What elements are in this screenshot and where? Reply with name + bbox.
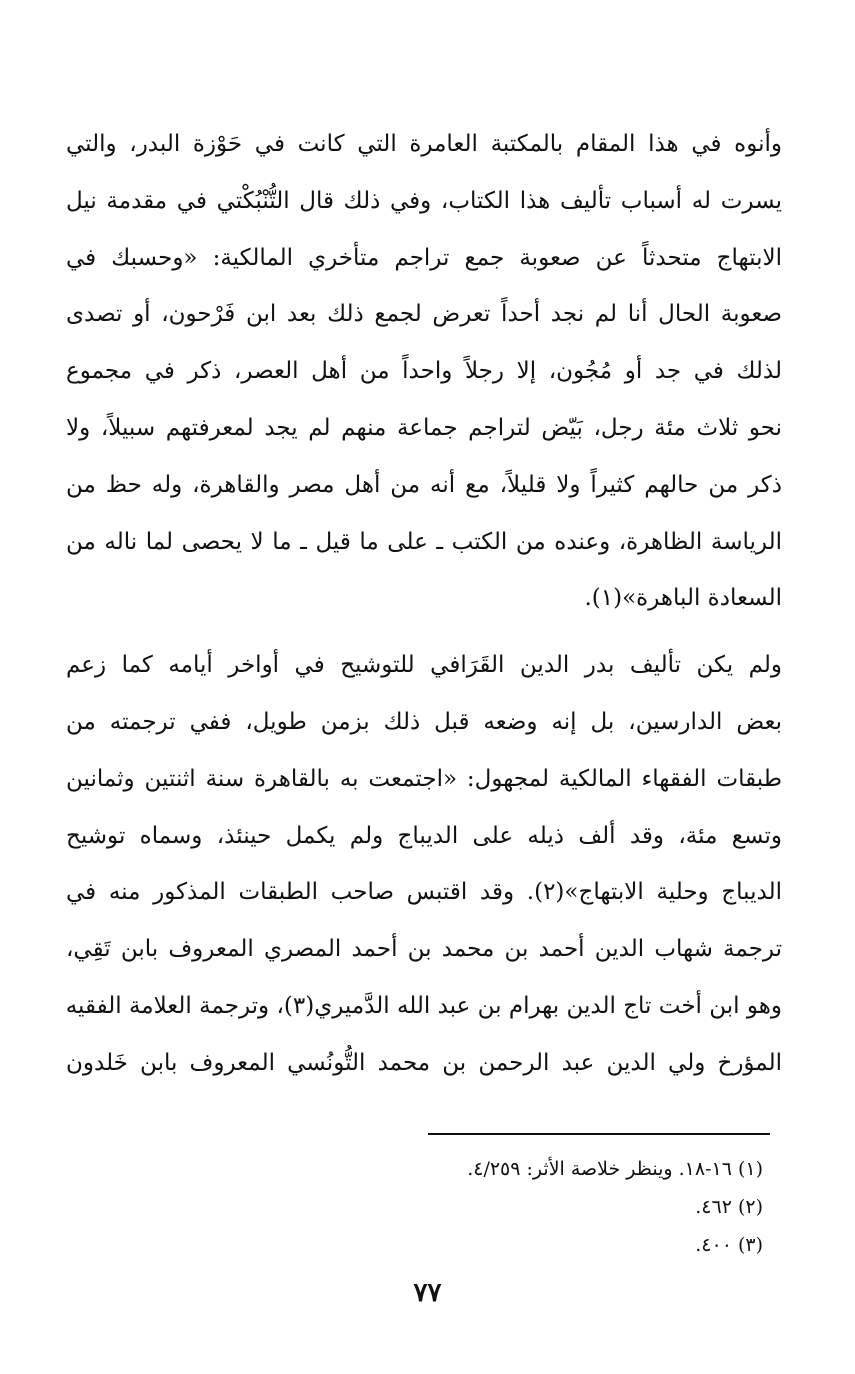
text-line: وهو ابن أخت تاج الدين بهرام بن عبد الله الدَّميري(٣)، وترجمة العلامة الفقيه bbox=[66, 992, 782, 1019]
paragraph-gap bbox=[66, 627, 782, 637]
text-line: وتسع مئة، وقد ألف ذيله على الديباج ولم يكمل حينئذ، وسماه توشيح bbox=[66, 822, 782, 849]
text-line: المؤرخ ولي الدين عبد الرحمن بن محمد التُّونُسي المعروف بابن خَلدون bbox=[66, 1049, 782, 1076]
text-line: بعض الدارسين، بل إنه وضعه قبل ذلك بزمن طويل، ففي ترجمته من bbox=[66, 708, 782, 735]
text-line: الرياسة الظاهرة، وعنده من الكتب ـ على ما قيل ـ ما لا يحصى لما ناله من bbox=[66, 528, 782, 555]
footnote: (٣) ٤٠٠. bbox=[695, 1234, 763, 1256]
text-line: يسرت له أسباب تأليف هذا الكتاب، وفي ذلك قال التُّنْبُكْتي في مقدمة نيل bbox=[66, 187, 782, 214]
text-line: صعوبة الحال أنا لم نجد أحداً تعرض لجمع ذلك بعد ابن فَرْحون، أو تصدى bbox=[66, 301, 782, 328]
text-line: طبقات الفقهاء المالكية لمجهول: «اجتمعت به بالقاهرة سنة اثنتين وثمانين bbox=[66, 765, 782, 792]
text-line: الابتهاج متحدثاً عن صعوبة جمع تراجم متأخري المالكية: «وحسبك في bbox=[66, 244, 782, 271]
text-line: نحو ثلاث مئة رجل، بَيّض لتراجم جماعة منهم لم يجد لمعرفتهم سبيلاً، ولا bbox=[66, 414, 782, 441]
footnote: (١) ١٦-١٨. وينظر خلاصة الأثر: ٤/٢٥٩. bbox=[467, 1158, 763, 1180]
text-line: السعادة الباهرة»(١). bbox=[584, 585, 782, 612]
body-text bbox=[66, 116, 782, 1092]
text-line: الديباج وحلية الابتهاج»(٢). وقد اقتبس صاحب الطبقات المذكور منه في bbox=[66, 879, 782, 906]
text-line: وأنوه في هذا المقام بالمكتبة العامرة التي كانت في حَوْزة البدر، والتي bbox=[66, 131, 782, 157]
text-line: ترجمة شهاب الدين أحمد بن محمد بن أحمد المصري المعروف بابن تَقِي، bbox=[66, 936, 782, 963]
footnote-separator bbox=[428, 1133, 770, 1135]
text-line: ذكر من حالهم كثيراً ولا قليلاً، مع أنه من أهل مصر والقاهرة، وله حظ من bbox=[66, 471, 782, 498]
footnotes bbox=[163, 1150, 763, 1264]
footnote: (٢) ٤٦٢. bbox=[695, 1196, 763, 1218]
page-number: ٧٧ bbox=[413, 1278, 442, 1308]
text-line: ولم يكن تأليف بدر الدين القَرَافي للتوشيح في أواخر أيامه كما زعم bbox=[66, 652, 782, 679]
text-line: لذلك في جد أو مُجُون، إلا رجلاً واحداً من أهل العصر، ذكر في مجموع bbox=[66, 358, 782, 385]
